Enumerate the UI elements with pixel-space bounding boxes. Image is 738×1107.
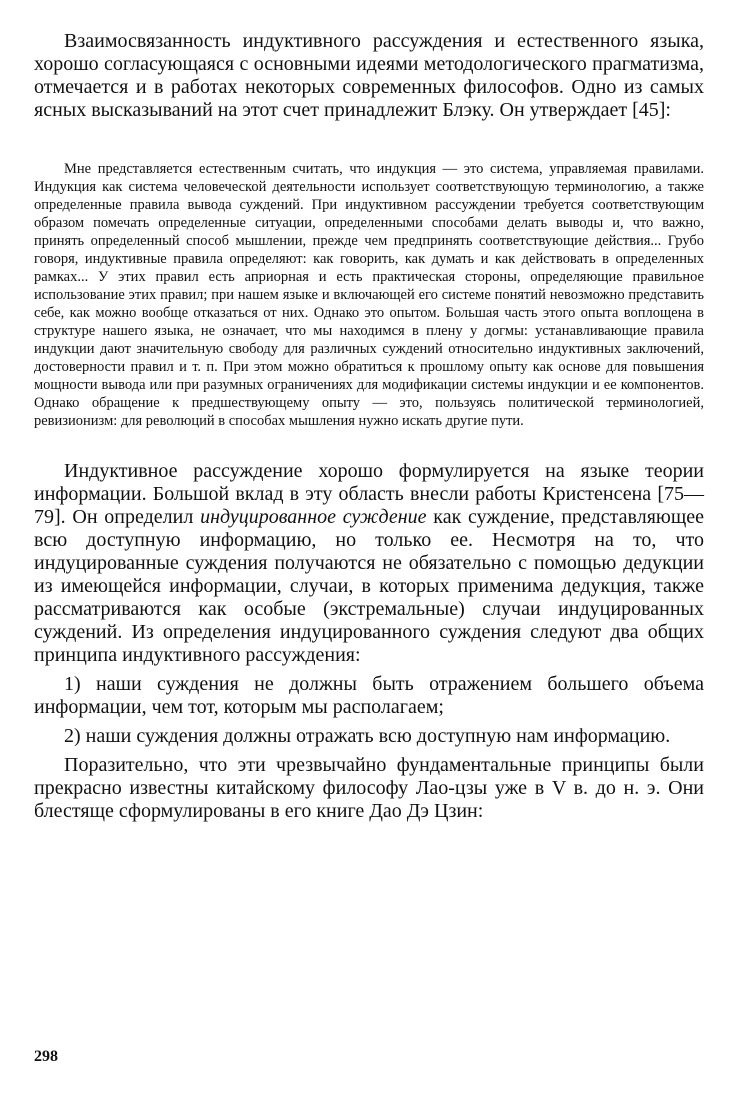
term-induced-judgement: индуцированное суждение [200,506,427,528]
intro-paragraph: Взаимосвязанность индуктивного рассуждения и естественного языка, хорошо согласующаяся с основными идеями методологического прагматизма, отмечается и в работах некоторых современных философов. Одно из самых ясных высказываний на этот счет принадлежит Блэку. Он утверждает [45]: [34,30,704,121]
paragraph-lao-tzu: Поразительно, что эти чрезвычайно фундаментальные принципы были прекрасно известны китайскому философу Лао-цзы уже в V в. до н. э. Они блестяще сформулированы в его книге Дао Дэ Цзин: [34,754,704,822]
principle-1: 1) наши суждения не должны быть отражением большего объема информации, чем тот, которым мы располагаем; [34,673,704,718]
information-theory-section [34,460,704,823]
page-number: 298 [34,1048,58,1065]
paragraph-text-end: как суждение, представляющее всю доступную информацию, но только ее. Несмотря на то, что индуцированные суждения получаются не обязательно с помощью дедукции из имеющейся информации, случаи, в которых применима дедукция, также рассматриваются как особые (экстремальные) случаи индуцированных суждений. Из определения индуцированного суждения следуют два общих принципа индуктивного рассуждения: [34,506,705,666]
black-quote [34,160,704,430]
quote-paragraph: Мне представляется естественным считать, что индукция — это система, управляемая правилами. Индукция как система человеческой деятельности использует соответствующую терминологию, а также определенные правила вывода суждений. При индуктивном рассуждении требуется соответствующим образом помечать определенные ситуации, определенными способами делать выводы и, что важно, принять определенный способ мышлении, прежде чем предпринять соответствующие действия... Грубо говоря, индуктивные правила определяют: как говорить, как думать и как действовать в определенных рамках... У этих правил есть априорная и есть практическая стороны, определяющие правильное использование этих правил; при нашем языке и включающей его системе понятий невозможно представить себе, как можно вообще отказаться от них. Однако это опытом. Большая часть этого опыта воплощена в структуре нашего языка, не означает, что мы находимся в плену у догмы: устанавливающие правила индукции дают значительную свободу для различных суждений относительно индуктивных заключений, достоверности правил и т. п. При этом можно обратиться к прошлому опыту как основе для повышения мощности вывода или при разумных ограничениях для модификации системы индукции и ее компонентов. Однако обращение к предшествующему опыту — это, пользуясь политической терминологией, ревизионизм: для революций в способах мышления нужно искать другие пути. [34,161,704,429]
paragraph-text-start: Индуктивное рассуждение хорошо формулируется на языке теории информации. Большой вклад в эту область внесли работы Кристенсена [75—79]. Он определил [34,460,704,528]
principle-2: 2) наши суждения должны отражать всю доступную нам информацию. [64,725,671,747]
paragraph-induction-information [34,460,704,667]
